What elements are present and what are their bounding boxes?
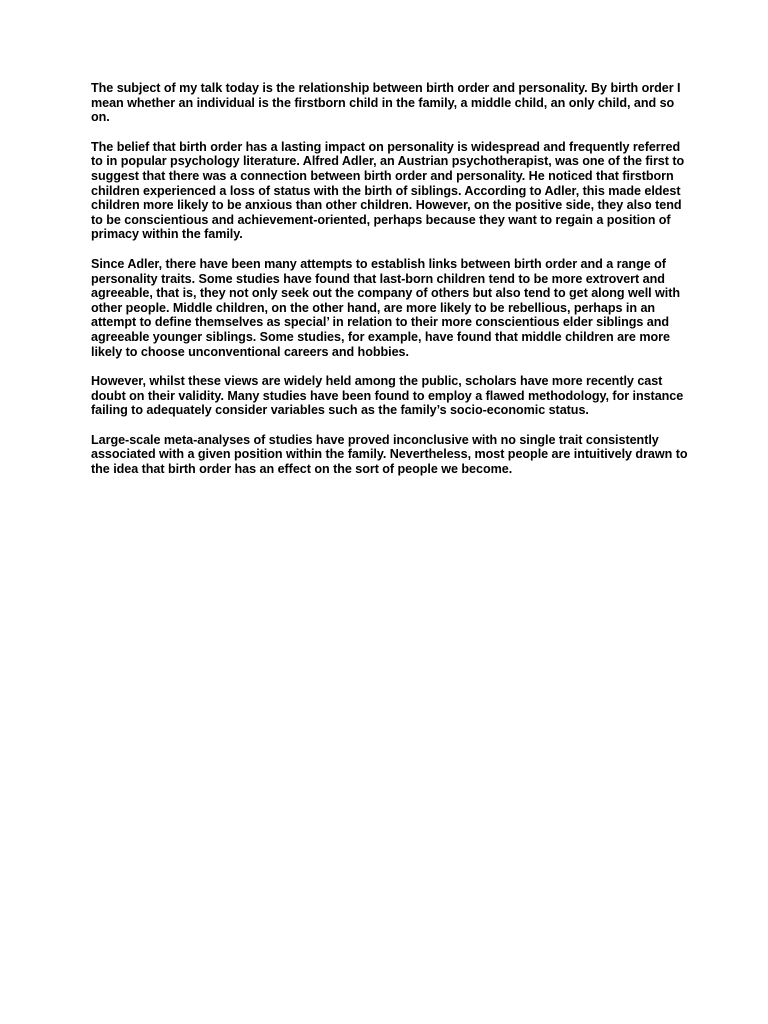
document-body: [91, 81, 691, 492]
paragraph-scholarly-doubt: However, whilst these views are widely held among the public, scholars have more recently cast doubt on their validity. Many studies have been found to employ a flawed methodology, for instance failing to adequately consider variables such as the family’s socio-economic status.: [91, 374, 684, 418]
paragraph-meta-analyses: Large-scale meta-analyses of studies have proved inconclusive with no single trait consistently associated with a given position within the family. Nevertheless, most people are intuitively drawn to the idea that birth order has an effect on the sort of people we become.: [91, 432, 688, 477]
paragraph-personality-traits: Since Adler, there have been many attempts to establish links between birth order and a range of personality traits. Some studies have found that last-born children tend to be more extrovert and agreeable, that is, they not only seek out the company of others but also tend to get along well with other people. Middle children, on the other hand, are more likely to be rebellious, perhaps in an attempt to define themselves as special’ in relation to their more conscientious elder siblings and agreeable younger siblings. Some studies, for example, have found that middle children are more likely to choose unconventional careers and hobbies.: [91, 256, 681, 359]
paragraph-adler-theory: The belief that birth order has a lasting impact on personality is widespread and frequently referred to in popular psychology literature. Alfred Adler, an Austrian psychotherapist, was one of the first to suggest that there was a connection between birth order and personality. He noticed that firstborn children experienced a loss of status with the birth of siblings. According to Adler, this made eldest children more likely to be anxious than other children. However, on the positive side, they also tend to be conscientious and achievement-oriented, perhaps because they want to regain a position of primacy within the family.: [91, 139, 685, 242]
paragraph-intro: The subject of my talk today is the relationship between birth order and personality. By birth order I mean whether an individual is the firstborn child in the family, a middle child, an only child, and so on.: [91, 81, 681, 125]
